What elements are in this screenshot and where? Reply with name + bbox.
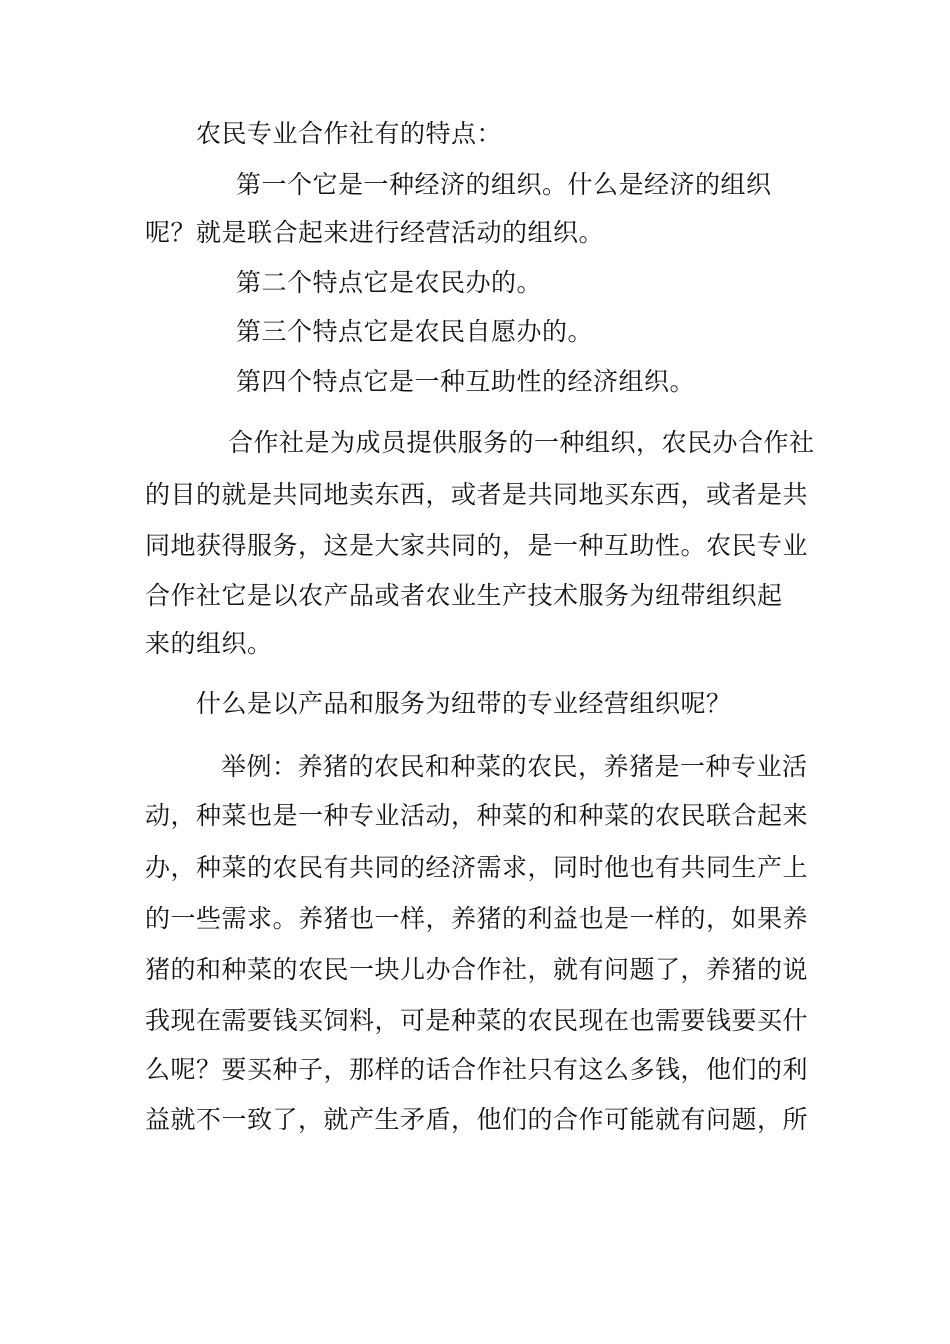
point2: 第二个特点它是农民办的。 — [236, 268, 543, 297]
question: 什么是以产品和服务为纽带的专业经营组织呢？ — [196, 689, 732, 718]
point3: 第三个特点它是农民自愿办的。 — [236, 317, 594, 346]
para1-line: 同地获得服务，这是大家共同的，是一种互助性。农民专业 — [145, 531, 809, 560]
point4: 第四个特点它是一种互助性的经济组织。 — [236, 367, 696, 396]
para2-line: 益就不一致了，就产生矛盾，他们的合作可能就有问题，所 — [145, 1105, 809, 1134]
para2-line: 办，种菜的农民有共同的经济需求，同时他也有共同生产上 — [145, 853, 809, 882]
para2-line: 我现在需要钱买饲料，可是种菜的农民现在也需要钱要买什 — [145, 1006, 809, 1035]
para1-line: 的目的就是共同地卖东西，或者是共同地买东西，或者是共 — [145, 480, 809, 509]
para1-line: 合作社是为成员提供服务的一种组织，农民办合作社 — [228, 428, 815, 457]
para2-line: 的一些需求。养猪也一样，养猪的利益也是一样的，如果养 — [145, 904, 809, 933]
para2-line: 么呢？要买种子，那样的话合作社只有这么多钱，他们的利 — [145, 1055, 809, 1084]
point1-line1: 第一个它是一种经济的组织。什么是经济的组织 — [236, 170, 772, 199]
heading: 农民专业合作社有的特点： — [196, 119, 503, 148]
para1-line: 来的组织。 — [145, 629, 273, 658]
para1-line: 合作社它是以农产品或者农业生产技术服务为纽带组织起 — [145, 581, 783, 610]
para2-line: 猪的和种菜的农民一块儿办合作社，就有问题了，养猪的说 — [145, 955, 809, 984]
point1-line2: 呢？就是联合起来进行经营活动的组织。 — [145, 218, 605, 247]
para2-line: 动，种菜也是一种专业活动，种菜的和种菜的农民联合起来 — [145, 801, 809, 830]
para2-line: 举例：养猪的农民和种菜的农民，养猪是一种专业活 — [221, 752, 808, 781]
